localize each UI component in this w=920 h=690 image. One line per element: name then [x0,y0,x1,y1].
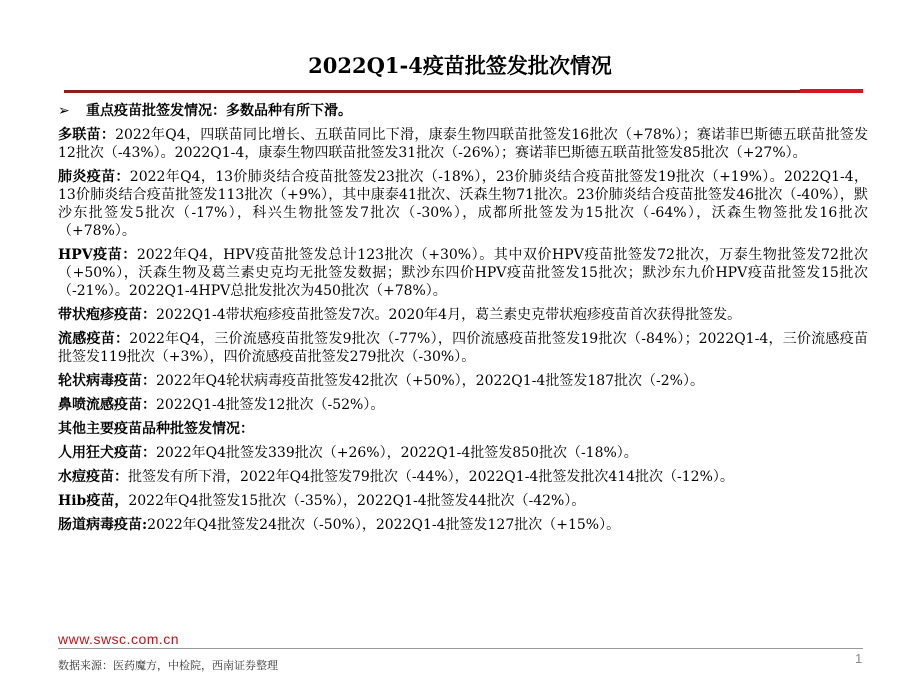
section-rotavirus [58,372,868,390]
section-text: 2022年Q4批签发339批次（+26%），2022Q1-4批签发850批次（-18%）。 [156,445,638,461]
section-label: 多联苗： [58,127,116,143]
title-divider [64,90,863,93]
section-rabies [58,444,868,462]
section-text: 2022年Q4批签发24批次（-50%），2022Q1-4批签发127批次（+15%）。 [147,517,621,533]
section-text: 2022Q1-4批签发12批次（-52%）。 [156,397,385,413]
section-label: 带状疱疹疫苗： [58,307,156,323]
section-label: 人用狂犬疫苗： [58,445,156,461]
section-label: 水痘疫苗： [58,469,128,485]
section-label: 轮状病毒疫苗： [58,373,156,389]
section-label: Hib疫苗， [58,493,129,509]
section-multivalent [58,126,868,162]
section-nasal-flu [58,396,868,414]
section-varicella [58,468,868,486]
section-text: 2022年Q4，三价流感疫苗批签发9批次（-77%），四价流感疫苗批签发19批次（-84%）；2022Q1-4，三价流感疫苗批签发119批次（+3%），四价流感疫苗批签发279批次（-30%）。 [58,331,869,365]
section-text: 批签发有所下滑，2022年Q4批签发79批次（-44%），2022Q1-4批签发批次414批次（-12%）。 [128,469,734,485]
section-text: 2022年Q4批签发15批次（-35%），2022Q1-4批签发44批次（-42%）。 [128,493,586,509]
section-label: 肠道病毒疫苗: [58,517,148,533]
page-title: 2022Q1-4疫苗批签发批次情况 [308,53,612,78]
section-hpv [58,246,868,300]
other-heading [58,420,868,438]
section-flu [58,330,868,366]
page-number: 1 [855,651,863,666]
section-enterovirus [58,516,868,534]
section-label: 鼻喷流感疫苗： [58,397,156,413]
section-hib [58,492,868,510]
section-text: 2022年Q4轮状病毒疫苗批签发42批次（+50%），2022Q1-4批签发187批次（-2%）。 [156,373,704,389]
key-heading-text: 重点疫苗批签发情况：多数品种有所下滑。 [86,103,352,119]
data-source: 数据来源：医药魔方，中检院，西南证券整理 [58,659,278,672]
section-text: 2022年Q4，四联苗同比增长、五联苗同比下滑，康泰生物四联苗批签发16批次（+78%）；赛诺菲巴斯德五联苗批签发12批次（-43%）。2022Q1-4，康泰生物四联苗批签发31批次（-26%）；赛诺菲巴斯德五联苗批签发85批次（+27%）。 [58,127,868,161]
section-pneumonia [58,168,868,240]
other-heading-text: 其他主要疫苗品种批签发情况： [58,421,254,437]
section-text: 2022年Q4，HPV疫苗批签发总计123批次（+30%）。其中双价HPV疫苗批签发72批次，万泰生物批签发72批次（+50%），沃森生物及葛兰素史克均无批签发数据；默沙东四价HPV疫苗批签发15批次；默沙东九价HPV疫苗批签发15批次（-21%）。2022Q1-4HPV总批发批次为450批次（+78%）。 [58,247,868,299]
section-label: 流感疫苗： [58,331,130,347]
section-label: 肺炎疫苗： [58,169,130,185]
arrow-bullet-icon: ➢ [58,103,70,119]
brand-url: www.swsc.com.cn [58,631,180,647]
title-divider-accent [800,89,863,93]
footer-divider [58,648,863,649]
section-shingles [58,306,868,324]
key-heading [58,102,868,120]
section-text: 2022年Q4，13价肺炎结合疫苗批签发23批次（-18%），23价肺炎结合疫苗批签发19批次（+19%）。2022Q1-4，13价肺炎结合疫苗批签发113批次（+9%），其中康泰41批次、沃森生物71批次。23价肺炎结合疫苗批签发46批次（-40%），默沙东批签发5批次（-17%），科兴生物批签发7批次（-30%），成都所批签发为15批次（-64%），沃森生物签批发16批次（+78%）。 [58,169,868,239]
section-label: HPV疫苗： [58,247,137,263]
section-text: 2022Q1-4带状疱疹疫苗批签发7次。2020年4月，葛兰素史克带状疱疹疫苗首次获得批签发。 [156,307,742,323]
content-body [58,102,868,540]
